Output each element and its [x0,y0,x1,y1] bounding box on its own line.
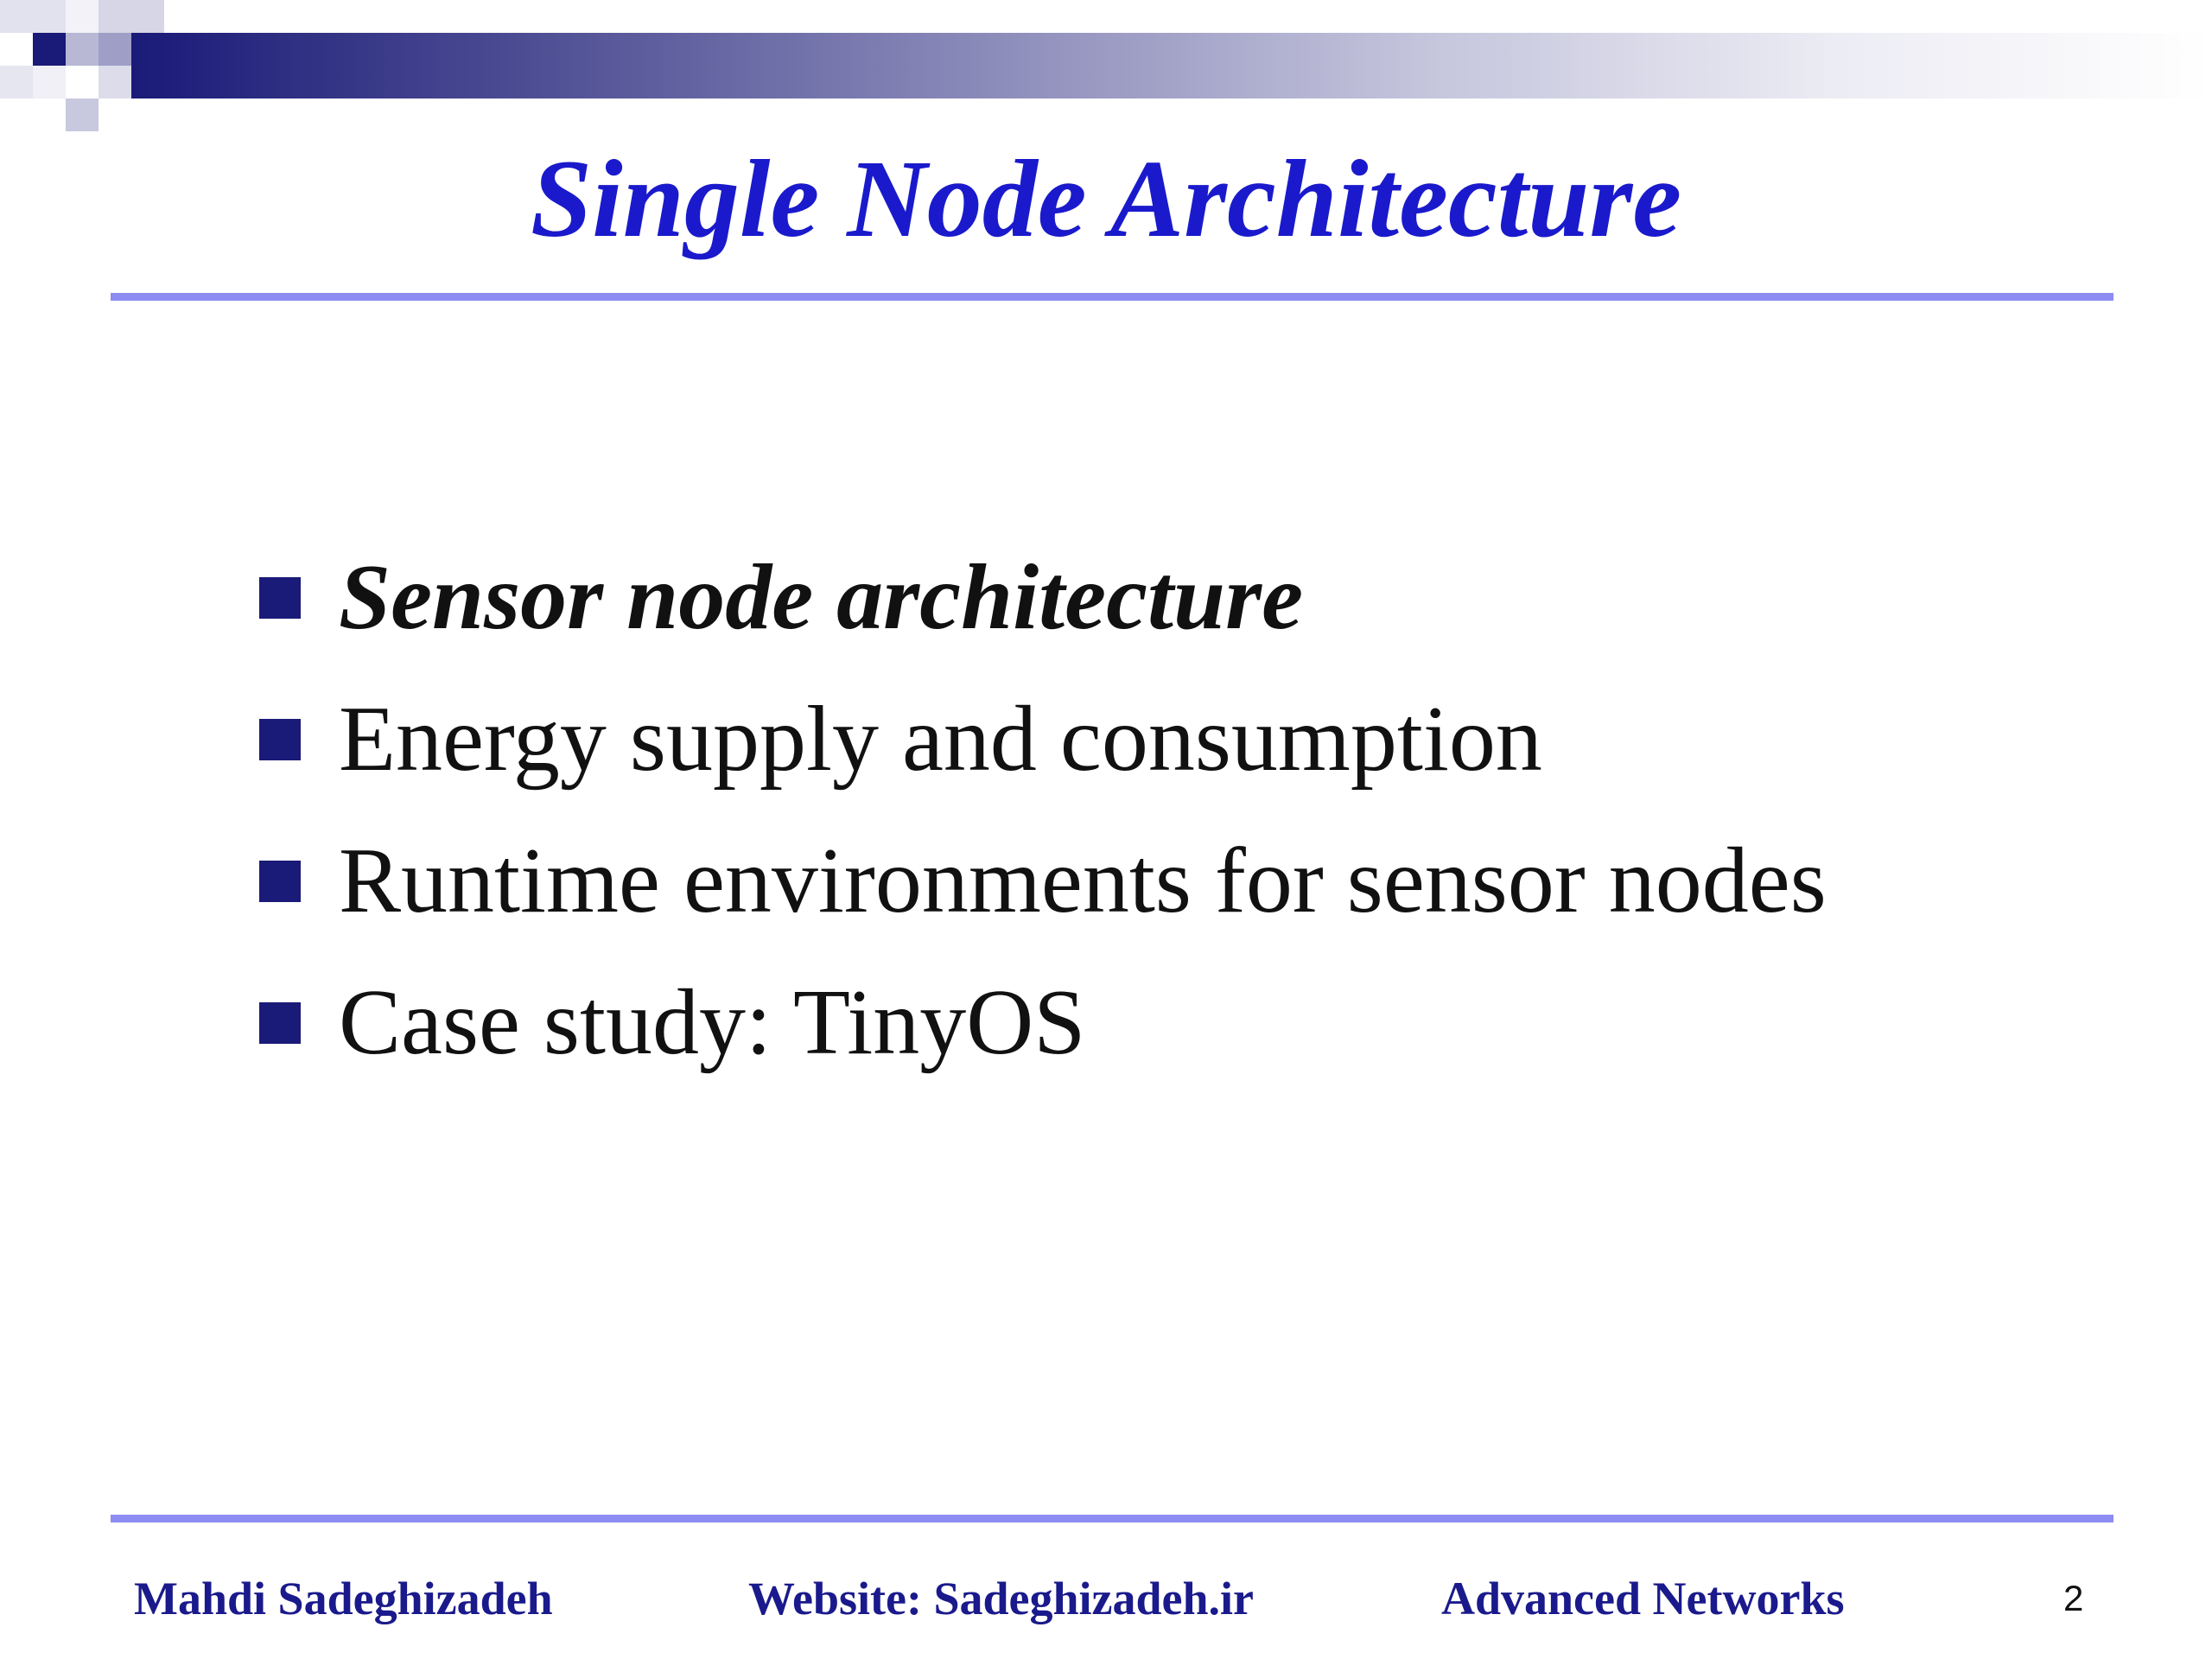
decor-square [99,66,131,99]
decor-square [66,0,99,33]
square-bullet-icon [259,861,301,902]
decor-square [99,33,131,66]
title-divider [111,293,2113,301]
footer-course-name: Advanced Networks [1441,1573,1845,1624]
footer-author: Mahdi Sadeghizadeh [134,1573,553,1624]
bullet-item [259,810,2074,952]
header-gradient-banner [130,33,2212,99]
decor-square [0,66,33,99]
footer-website: Website: Sadeghizadeh.ir [748,1573,1255,1624]
bullet-list [259,527,2074,1094]
decor-square [33,66,66,99]
decor-square [0,0,66,33]
square-bullet-icon [259,719,301,760]
page-number: 2 [2063,1578,2084,1618]
decor-square [33,33,66,66]
decor-square [99,0,164,33]
footer-divider [111,1515,2113,1522]
header-pixel-decoration [0,0,173,138]
bullet-item [259,952,2074,1094]
bullet-item [259,669,2074,810]
square-bullet-icon [259,577,301,619]
bullet-text: Energy supply and consumption [339,688,1542,791]
square-bullet-icon [259,1002,301,1044]
bullet-text: Case study: TinyOS [339,971,1086,1074]
bullet-text: Sensor node architecture [339,546,1304,649]
slide-title: Single Node Architecture [530,137,1682,260]
decor-square [66,33,99,66]
bullet-item [259,527,2074,669]
decor-square [66,99,99,131]
bullet-text: Runtime environments for sensor nodes [339,830,1827,932]
